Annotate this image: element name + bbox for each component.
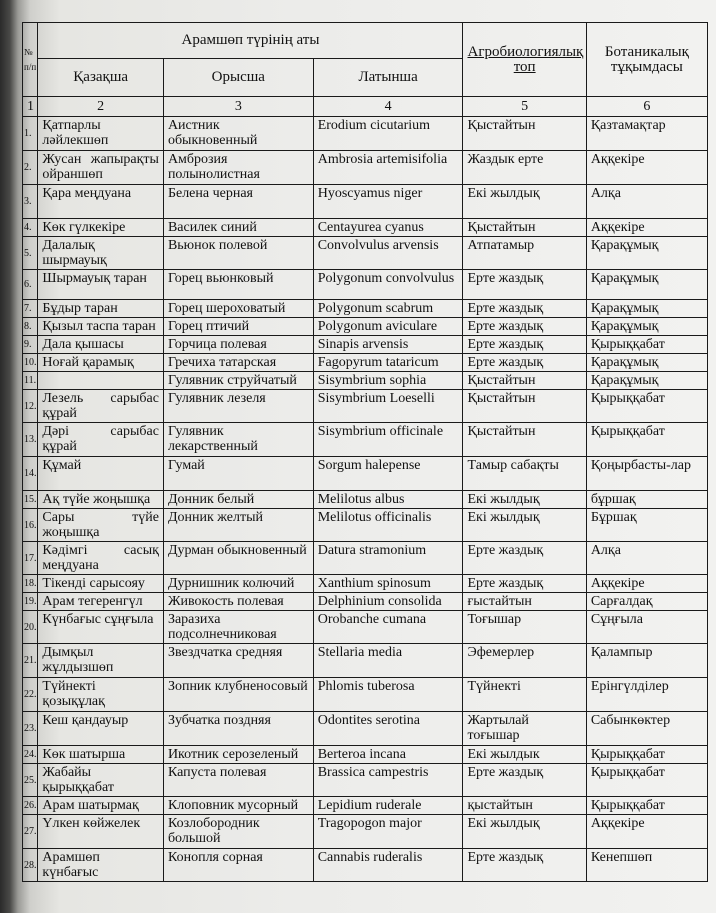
table-row <box>23 611 708 644</box>
cell-agrobiological-group: Екі жылдық <box>463 509 586 542</box>
cell-botanical-family: Қарақұмық <box>586 354 707 372</box>
row-number: 14. <box>23 457 38 491</box>
cell-agrobiological-group: Қыстайтын <box>463 372 586 390</box>
cell-latin: Berteroa incana <box>313 746 463 764</box>
row-number: 25. <box>23 764 38 797</box>
cell-botanical-family: Сабынкөктер <box>586 712 707 746</box>
cell-kazakh: Арамшөп күнбағыс <box>38 849 164 882</box>
cell-latin: Polygonum scabrum <box>313 300 463 318</box>
cell-kazakh: Қара меңдуана <box>38 185 164 219</box>
cell-kazakh: Ақ түйе жоңышқа <box>38 491 164 509</box>
cell-botanical-family: Қырыққабат <box>586 423 707 457</box>
cell-agrobiological-group: Ерте жаздық <box>463 354 586 372</box>
cell-russian: Звездчатка средняя <box>163 644 313 678</box>
row-number: 26. <box>23 797 38 815</box>
cell-russian: Дурнишник колючий <box>163 575 313 593</box>
cell-agrobiological-group: Қыстайтын <box>463 117 586 151</box>
cell-latin: Stellaria media <box>313 644 463 678</box>
table-row <box>23 644 708 678</box>
column-number: 2 <box>38 97 164 117</box>
cell-agrobiological-group: Ерте жаздық <box>463 270 586 300</box>
cell-latin: Orobanche cumana <box>313 611 463 644</box>
table-row <box>23 764 708 797</box>
cell-botanical-family: Қарақұмық <box>586 318 707 336</box>
cell-latin: Convolvulus arvensis <box>313 237 463 270</box>
cell-latin: Melilotus albus <box>313 491 463 509</box>
cell-latin: Sisymbrium officinale <box>313 423 463 457</box>
cell-latin: Brassica campestris <box>313 764 463 797</box>
header-agrobiological-group <box>463 23 586 97</box>
row-number: 3. <box>23 185 38 219</box>
row-number: 19. <box>23 593 38 611</box>
header-botanical-family: Ботаникалық тұқымдасы <box>586 23 707 97</box>
cell-kazakh: Шырмауық таран <box>38 270 164 300</box>
row-number: 6. <box>23 270 38 300</box>
row-number: 24. <box>23 746 38 764</box>
row-number: 9. <box>23 336 38 354</box>
cell-russian: Козлобородник большой <box>163 815 313 849</box>
table-row <box>23 185 708 219</box>
cell-agrobiological-group: Қыстайтын <box>463 390 586 423</box>
cell-agrobiological-group: ғыстайтын <box>463 593 586 611</box>
cell-russian: Аистник обыкновенный <box>163 117 313 151</box>
cell-agrobiological-group: Ерте жаздық <box>463 318 586 336</box>
row-number: 1. <box>23 117 38 151</box>
row-number: 15. <box>23 491 38 509</box>
cell-agrobiological-group: Екі жылдык <box>463 746 586 764</box>
table-row <box>23 237 708 270</box>
row-number: 27. <box>23 815 38 849</box>
table-row <box>23 457 708 491</box>
header-number: № п/п <box>23 23 38 97</box>
cell-russian: Гумай <box>163 457 313 491</box>
cell-russian: Живокость полевая <box>163 593 313 611</box>
row-number: 22. <box>23 678 38 712</box>
cell-agrobiological-group: Екі жылдық <box>463 185 586 219</box>
cell-latin: Centayurea cyanus <box>313 219 463 237</box>
cell-botanical-family: Қырыққабат <box>586 336 707 354</box>
table-row <box>23 117 708 151</box>
column-number: 3 <box>163 97 313 117</box>
table-row <box>23 678 708 712</box>
cell-kazakh: Қызыл таспа таран <box>38 318 164 336</box>
cell-kazakh: Лезель сарыбас құрай <box>38 390 164 423</box>
cell-kazakh: Үлкен көйжелек <box>38 815 164 849</box>
cell-latin: Tragopogon major <box>313 815 463 849</box>
table-row <box>23 219 708 237</box>
cell-botanical-family: бұршақ <box>586 491 707 509</box>
cell-agrobiological-group: Эфемерлер <box>463 644 586 678</box>
cell-botanical-family: Ерінгүлділер <box>586 678 707 712</box>
cell-kazakh: Сары түйе жоңышқа <box>38 509 164 542</box>
cell-agrobiological-group: Ерте жаздық <box>463 575 586 593</box>
table-row <box>23 509 708 542</box>
cell-agrobiological-group: Ерте жаздық <box>463 849 586 882</box>
column-number: 1 <box>23 97 38 117</box>
cell-russian: Горец птичий <box>163 318 313 336</box>
cell-russian: Донник белый <box>163 491 313 509</box>
cell-agrobiological-group: Ерте жаздық <box>463 542 586 575</box>
cell-russian: Вьюнок полевой <box>163 237 313 270</box>
cell-botanical-family: Алқа <box>586 185 707 219</box>
cell-agrobiological-group: Тамыр сабақты <box>463 457 586 491</box>
header-kazakh: Қазақша <box>38 59 164 97</box>
cell-latin: Lepidium ruderale <box>313 797 463 815</box>
cell-kazakh: Кәдімгі сасық меңдуана <box>38 542 164 575</box>
cell-latin: Polygonum aviculare <box>313 318 463 336</box>
cell-botanical-family: Қырыққабат <box>586 746 707 764</box>
cell-agrobiological-group: Тоғышар <box>463 611 586 644</box>
cell-latin: Polygonum convolvulus <box>313 270 463 300</box>
cell-botanical-family: Қалампыр <box>586 644 707 678</box>
table-row <box>23 712 708 746</box>
cell-botanical-family: Қарақұмық <box>586 237 707 270</box>
table-row <box>23 849 708 882</box>
cell-agrobiological-group: Қыстайтын <box>463 219 586 237</box>
table-row <box>23 354 708 372</box>
header-latin: Латынша <box>313 59 463 97</box>
cell-kazakh: Жусан жапырақты ойраншөп <box>38 151 164 185</box>
header-russian: Орысша <box>163 59 313 97</box>
cell-botanical-family: Кенепшөп <box>586 849 707 882</box>
table-body <box>23 117 708 882</box>
header-agrobiological-group-label: Агробиологиялық топ <box>467 43 584 75</box>
cell-botanical-family: Қазтамақтар <box>586 117 707 151</box>
cell-botanical-family: Қырыққабат <box>586 797 707 815</box>
cell-latin: Phlomis tuberosa <box>313 678 463 712</box>
cell-agrobiological-group: Ерте жаздық <box>463 336 586 354</box>
table-row <box>23 815 708 849</box>
cell-russian: Горец шероховатый <box>163 300 313 318</box>
weed-species-table <box>22 22 708 882</box>
cell-kazakh: Көк гүлкекіре <box>38 219 164 237</box>
cell-agrobiological-group: Жартылай тоғышар <box>463 712 586 746</box>
cell-kazakh: Ноғай қарамық <box>38 354 164 372</box>
row-number: 2. <box>23 151 38 185</box>
row-number: 4. <box>23 219 38 237</box>
cell-botanical-family: Қарақұмық <box>586 300 707 318</box>
cell-kazakh: Дәрі сарыбас құрай <box>38 423 164 457</box>
row-number: 16. <box>23 509 38 542</box>
column-number: 5 <box>463 97 586 117</box>
cell-kazakh: Көк шатырша <box>38 746 164 764</box>
cell-botanical-family: Сарғалдақ <box>586 593 707 611</box>
row-number: 10. <box>23 354 38 372</box>
header-species-name-group: Арамшөп түрінің аты <box>38 23 463 59</box>
cell-russian: Амброзия полынолистная <box>163 151 313 185</box>
cell-russian: Василек синий <box>163 219 313 237</box>
row-number: 23. <box>23 712 38 746</box>
cell-russian: Дурман обыкновенный <box>163 542 313 575</box>
cell-kazakh: Күнбағыс сұңғыла <box>38 611 164 644</box>
cell-botanical-family: Бұршақ <box>586 509 707 542</box>
cell-botanical-family: Қырыққабат <box>586 764 707 797</box>
cell-kazakh: Арам шатырмақ <box>38 797 164 815</box>
cell-kazakh: Арам тегеренгүл <box>38 593 164 611</box>
cell-russian: Икотник серозеленый <box>163 746 313 764</box>
cell-russian: Гулявник струйчатый <box>163 372 313 390</box>
cell-russian: Гулявник лезеля <box>163 390 313 423</box>
cell-kazakh <box>38 372 164 390</box>
table-row <box>23 390 708 423</box>
cell-agrobiological-group: Атпатамыр <box>463 237 586 270</box>
row-number: 20. <box>23 611 38 644</box>
cell-latin: Sisymbrium Loeselli <box>313 390 463 423</box>
cell-russian: Горчица полевая <box>163 336 313 354</box>
cell-russian: Капуста полевая <box>163 764 313 797</box>
cell-agrobiological-group: Ерте жаздық <box>463 300 586 318</box>
table-row <box>23 746 708 764</box>
cell-agrobiological-group: Ерте жаздық <box>463 764 586 797</box>
cell-botanical-family: Қарақұмық <box>586 270 707 300</box>
cell-latin: Hyoscyamus niger <box>313 185 463 219</box>
cell-latin: Odontites serotina <box>313 712 463 746</box>
cell-latin: Ambrosia artemisifolia <box>313 151 463 185</box>
table-row <box>23 151 708 185</box>
cell-russian: Зубчатка поздняя <box>163 712 313 746</box>
cell-kazakh: Дымқыл жұлдызшөп <box>38 644 164 678</box>
row-number: 21. <box>23 644 38 678</box>
cell-latin: Xanthium spinosum <box>313 575 463 593</box>
cell-agrobiological-group: Қыстайтын <box>463 423 586 457</box>
cell-botanical-family: Қырыққабат <box>586 390 707 423</box>
table-row <box>23 318 708 336</box>
cell-russian: Клоповник мусорный <box>163 797 313 815</box>
cell-kazakh: Қатпарлы ләйлекшөп <box>38 117 164 151</box>
row-number: 7. <box>23 300 38 318</box>
row-number: 17. <box>23 542 38 575</box>
table-row <box>23 423 708 457</box>
cell-russian: Гулявник лекарственный <box>163 423 313 457</box>
cell-botanical-family: Аққекіре <box>586 151 707 185</box>
cell-botanical-family: Аққекіре <box>586 815 707 849</box>
row-number: 8. <box>23 318 38 336</box>
cell-latin: Datura stramonium <box>313 542 463 575</box>
cell-latin: Sorgum halepense <box>313 457 463 491</box>
cell-latin: Sinapis arvensis <box>313 336 463 354</box>
cell-botanical-family: Қоңырбасты-лар <box>586 457 707 491</box>
cell-botanical-family: Сұңғыла <box>586 611 707 644</box>
cell-kazakh: Далалық шырмауық <box>38 237 164 270</box>
cell-kazakh: Жабайы қырыққабат <box>38 764 164 797</box>
cell-russian: Гречиха татарская <box>163 354 313 372</box>
cell-kazakh: Бұдыр таран <box>38 300 164 318</box>
table-row <box>23 797 708 815</box>
row-number: 28. <box>23 849 38 882</box>
cell-agrobiological-group: қыстайтын <box>463 797 586 815</box>
cell-agrobiological-group: Жаздык ерте <box>463 151 586 185</box>
cell-agrobiological-group: Екі жылдық <box>463 815 586 849</box>
cell-latin: Cannabis ruderalis <box>313 849 463 882</box>
cell-russian: Конопля сорная <box>163 849 313 882</box>
row-number: 18. <box>23 575 38 593</box>
document-page <box>18 0 716 913</box>
cell-russian: Заразиха подсолнечниковая <box>163 611 313 644</box>
table-row <box>23 372 708 390</box>
cell-russian: Горец вьюнковый <box>163 270 313 300</box>
cell-latin: Erodium cicutarium <box>313 117 463 151</box>
cell-russian: Белена черная <box>163 185 313 219</box>
cell-kazakh: Құмай <box>38 457 164 491</box>
cell-kazakh: Түйнекті қозықұлақ <box>38 678 164 712</box>
table-row <box>23 300 708 318</box>
cell-kazakh: Тікенді сарысояу <box>38 575 164 593</box>
row-number: 12. <box>23 390 38 423</box>
row-number: 11. <box>23 372 38 390</box>
cell-botanical-family: Алқа <box>586 542 707 575</box>
cell-botanical-family: Аққекіре <box>586 575 707 593</box>
column-number-row <box>23 97 708 117</box>
cell-latin: Melilotus officinalis <box>313 509 463 542</box>
cell-botanical-family: Аққекіре <box>586 219 707 237</box>
table-row <box>23 542 708 575</box>
table-row <box>23 491 708 509</box>
cell-russian: Зопник клубненосовый <box>163 678 313 712</box>
cell-kazakh: Кеш қандауыр <box>38 712 164 746</box>
table-row <box>23 593 708 611</box>
cell-russian: Донник желтый <box>163 509 313 542</box>
table-row <box>23 575 708 593</box>
cell-agrobiological-group: Түйнекті <box>463 678 586 712</box>
table-row <box>23 336 708 354</box>
column-number: 4 <box>313 97 463 117</box>
cell-botanical-family: Қарақұмық <box>586 372 707 390</box>
cell-agrobiological-group: Екі жылдық <box>463 491 586 509</box>
row-number: 13. <box>23 423 38 457</box>
cell-latin: Delphinium consolida <box>313 593 463 611</box>
table-row <box>23 270 708 300</box>
column-number: 6 <box>586 97 707 117</box>
row-number: 5. <box>23 237 38 270</box>
cell-kazakh: Дала қышасы <box>38 336 164 354</box>
cell-latin: Fagopyrum tataricum <box>313 354 463 372</box>
cell-latin: Sisymbrium sophia <box>313 372 463 390</box>
